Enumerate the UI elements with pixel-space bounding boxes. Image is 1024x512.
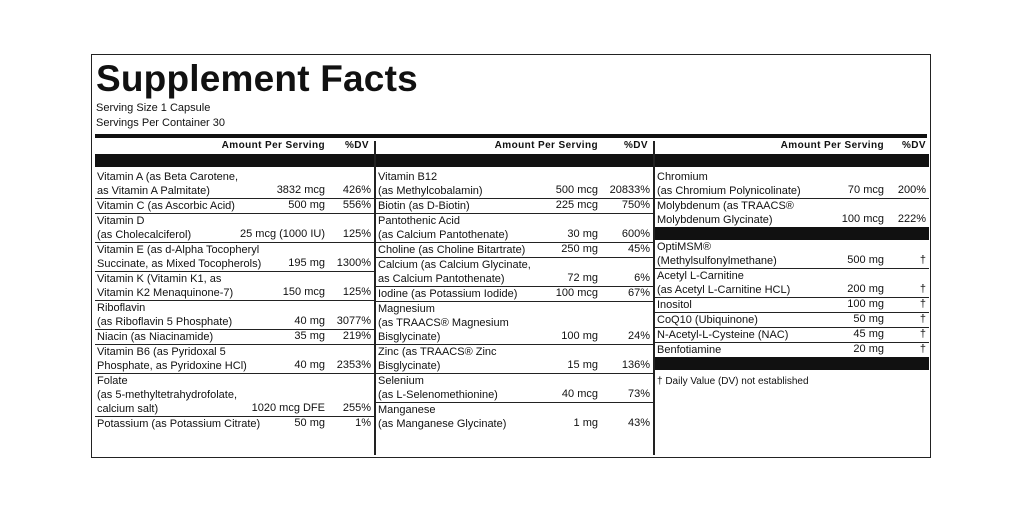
- nutrient-name: Benfotiamine: [657, 344, 722, 356]
- nutrient-dv: 73%: [627, 388, 650, 400]
- nutrient-dv: 3077%: [336, 315, 371, 327]
- nutrient-name: Selenium (as L-Selenomethionine): [378, 375, 498, 401]
- nutrient-name: Acetyl L-Carnitine (as Acetyl L-Carnitine HCL): [657, 270, 791, 296]
- section-black-bar: [655, 227, 929, 240]
- nutrient-amount: 500 mcg: [555, 184, 598, 196]
- nutrient-rows-other: [655, 240, 929, 357]
- nutrient-row: [376, 287, 653, 302]
- nutrient-dv: †: [919, 343, 926, 355]
- nutrient-row: [376, 214, 653, 243]
- nutrient-row: [376, 403, 653, 431]
- amount-header: Amount Per Serving: [494, 140, 598, 151]
- nutrient-name: Pantothenic Acid (as Calcium Pantothenate): [378, 215, 509, 241]
- nutrient-dv: 136%: [621, 359, 650, 371]
- nutrient-dv: 600%: [621, 228, 650, 240]
- nutrient-name: Choline (as Choline Bitartrate): [378, 244, 526, 256]
- nutrient-amount: 15 mg: [567, 359, 598, 371]
- nutrient-row: [655, 328, 929, 343]
- nutrient-amount: 195 mg: [288, 257, 325, 269]
- dv-header: %DV: [624, 140, 648, 151]
- nutrient-amount: 100 mcg: [841, 213, 884, 225]
- nutrient-dv: 222%: [897, 213, 926, 225]
- nutrient-dv: 219%: [342, 330, 371, 342]
- nutrient-name: Magnesium (as TRAACS® Magnesium Bisglycinate): [378, 303, 509, 343]
- nutrient-dv: 200%: [897, 184, 926, 196]
- header-black-bar: [95, 154, 374, 167]
- nutrient-amount: 40 mcg: [561, 388, 598, 400]
- amount-header: Amount Per Serving: [221, 140, 325, 151]
- nutrient-dv: †: [919, 313, 926, 325]
- column-header: [376, 138, 653, 153]
- nutrient-name: Vitamin B6 (as Pyridoxal 5 Phosphate, as Pyridoxine HCl): [97, 346, 247, 372]
- nutrient-dv: 20833%: [609, 184, 650, 196]
- nutrient-amount: 3832 mcg: [276, 184, 325, 196]
- nutrient-dv: 2353%: [336, 359, 371, 371]
- nutrient-dv: 255%: [342, 402, 371, 414]
- nutrient-dv: 43%: [627, 417, 650, 429]
- nutrient-name: Inositol: [657, 299, 692, 311]
- nutrient-name: Vitamin B12 (as Methylcobalamin): [378, 171, 483, 197]
- nutrient-dv: 67%: [627, 287, 650, 299]
- nutrient-rows: [95, 170, 374, 431]
- nutrient-dv: 125%: [342, 228, 371, 240]
- nutrient-name: OptiMSM® (Methylsulfonylmethane): [657, 241, 777, 267]
- nutrient-amount: 20 mg: [853, 343, 884, 355]
- nutrient-row: [376, 199, 653, 214]
- nutrient-row: [655, 240, 929, 269]
- nutrient-amount: 200 mg: [847, 283, 884, 295]
- nutrient-name: Zinc (as TRAACS® Zinc Bisglycinate): [378, 346, 497, 372]
- nutrient-amount: 45 mg: [853, 328, 884, 340]
- nutrient-rows: [376, 170, 653, 431]
- nutrient-row: [376, 374, 653, 403]
- section-black-bar: [655, 357, 929, 370]
- dv-header: %DV: [902, 140, 926, 151]
- nutrient-amount: 25 mcg (1000 IU): [240, 228, 325, 240]
- nutrient-row: [655, 343, 929, 357]
- nutrient-name: Riboflavin (as Riboflavin 5 Phosphate): [97, 302, 233, 328]
- nutrient-row: [95, 243, 374, 272]
- nutrient-row: [655, 199, 929, 227]
- nutrient-amount: 100 mcg: [555, 287, 598, 299]
- nutrient-amount: 40 mg: [294, 315, 325, 327]
- nutrient-amount: 72 mg: [567, 272, 598, 284]
- nutrient-row: [95, 199, 374, 214]
- nutrient-row: [655, 298, 929, 313]
- nutrient-name: Manganese (as Manganese Glycinate): [378, 404, 507, 430]
- nutrient-amount: 40 mg: [294, 359, 325, 371]
- serving-size: Serving Size 1 Capsule: [96, 102, 211, 114]
- nutrient-name: CoQ10 (Ubiquinone): [657, 314, 758, 326]
- nutrient-dv: 750%: [621, 199, 650, 211]
- nutrient-amount: 35 mg: [294, 330, 325, 342]
- nutrient-name: Vitamin A (as Beta Carotene, as Vitamin A Palmitate): [97, 171, 239, 197]
- nutrient-name: Calcium (as Calcium Glycinate, as Calcium Pantothenate): [378, 259, 531, 285]
- nutrient-amount: 225 mcg: [555, 199, 598, 211]
- nutrient-amount: 100 mg: [561, 330, 598, 342]
- nutrient-dv: 24%: [627, 330, 650, 342]
- nutrient-name: N-Acetyl-L-Cysteine (NAC): [657, 329, 789, 341]
- nutrient-row: [655, 313, 929, 328]
- dv-header: %DV: [345, 140, 369, 151]
- nutrient-amount: 250 mg: [561, 243, 598, 255]
- nutrient-name: Vitamin C (as Ascorbic Acid): [97, 200, 235, 212]
- nutrient-dv: 6%: [634, 272, 650, 284]
- nutrient-amount: 150 mcg: [282, 286, 325, 298]
- nutrient-name: Vitamin D (as Cholecalciferol): [97, 215, 192, 241]
- amount-header: Amount Per Serving: [780, 140, 884, 151]
- nutrient-dv: †: [919, 328, 926, 340]
- nutrient-dv: †: [919, 254, 926, 266]
- nutrient-row: [95, 374, 374, 417]
- nutrient-dv: 1300%: [336, 257, 371, 269]
- nutrient-amount: 50 mg: [294, 417, 325, 429]
- nutrient-dv: †: [919, 283, 926, 295]
- nutrient-name: Vitamin E (as d-Alpha Tocopheryl Succinate, as Mixed Tocopherols): [97, 244, 262, 270]
- nutrient-row: [95, 272, 374, 301]
- nutrient-amount: 70 mcg: [847, 184, 884, 196]
- panel-title: Supplement Facts: [96, 58, 418, 99]
- nutrient-row: [95, 214, 374, 243]
- nutrient-dv: 1%: [355, 417, 371, 429]
- nutrient-rows-vitamins: [655, 170, 929, 227]
- nutrient-name: Vitamin K (Vitamin K1, as Vitamin K2 Menaquinone-7): [97, 273, 234, 299]
- nutrient-row: [95, 330, 374, 345]
- nutrient-amount: 100 mg: [847, 298, 884, 310]
- nutrient-amount: 30 mg: [567, 228, 598, 240]
- supplement-facts-panel: [91, 54, 931, 458]
- nutrient-row: [655, 269, 929, 298]
- nutrient-dv: 426%: [342, 184, 371, 196]
- nutrient-row: [376, 243, 653, 258]
- nutrient-amount: 500 mg: [288, 199, 325, 211]
- nutrient-dv: 556%: [342, 199, 371, 211]
- nutrient-amount: 50 mg: [853, 313, 884, 325]
- servings-per-container: Servings Per Container 30: [96, 117, 226, 129]
- nutrient-row: [376, 345, 653, 374]
- column-header: [95, 138, 374, 153]
- nutrient-name: Biotin (as D-Biotin): [378, 200, 470, 212]
- nutrient-row: [95, 345, 374, 374]
- nutrient-dv: †: [919, 298, 926, 310]
- nutrient-row: [95, 417, 374, 431]
- nutrient-name: Potassium (as Potassium Citrate): [97, 418, 261, 430]
- nutrient-name: Chromium (as Chromium Polynicolinate): [657, 171, 801, 197]
- nutrient-row: [376, 302, 653, 345]
- nutrient-dv: 45%: [627, 243, 650, 255]
- nutrient-name: Folate (as 5-methyltetrahydrofolate, calcium salt): [97, 375, 238, 415]
- nutrient-row: [95, 301, 374, 330]
- nutrient-row: [376, 170, 653, 199]
- header-black-bar: [655, 154, 929, 167]
- nutrient-column-1: [95, 138, 374, 431]
- nutrient-column-2: [376, 138, 653, 431]
- nutrient-column-3: [655, 138, 929, 387]
- nutrient-row: [95, 170, 374, 199]
- nutrient-name: Niacin (as Niacinamide): [97, 331, 214, 343]
- header-black-bar: [376, 154, 653, 167]
- nutrient-row: [376, 258, 653, 287]
- footnote: † Daily Value (DV) not established: [657, 376, 809, 387]
- nutrient-amount: 500 mg: [847, 254, 884, 266]
- nutrient-name: Iodine (as Potassium Iodide): [378, 288, 518, 300]
- nutrient-amount: 1020 mcg DFE: [251, 402, 325, 414]
- column-header: [655, 138, 929, 153]
- nutrient-amount: 1 mg: [573, 417, 598, 429]
- nutrient-name: Molybdenum (as TRAACS® Molybdenum Glycinate): [657, 200, 794, 226]
- nutrient-dv: 125%: [342, 286, 371, 298]
- nutrient-row: [655, 170, 929, 199]
